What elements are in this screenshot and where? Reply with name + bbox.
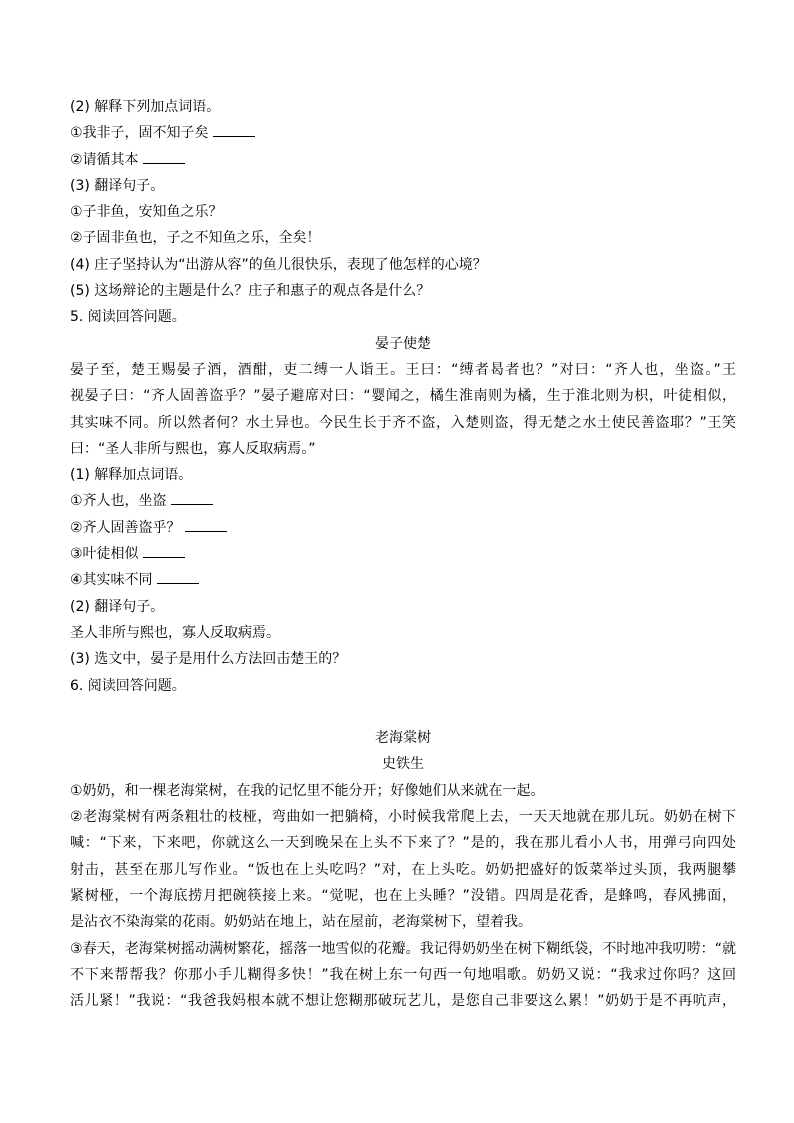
passage-line: 其实味不同。所以然者何？水土异也。今民生长于齐不盗，入楚则盗，得无楚之水土使民善盗耶？”王笑 <box>70 414 736 431</box>
answer-blank[interactable] <box>171 490 213 505</box>
question-item: ②子固非鱼也，子之不知鱼之乐，全矣！ <box>70 230 321 247</box>
document-content <box>70 94 736 1014</box>
passage-line: 是沾衣不染海棠的花雨。奶奶站在地上，站在屋前，老海棠树下，望着我。 <box>70 914 532 931</box>
question-header: (3) 翻译句子。 <box>70 177 165 194</box>
passage-line: ②老海棠树有两条粗壮的枝桠，弯曲如一把躺椅，小时候我常爬上去，一天天地就在那儿玩。奶奶在树下 <box>70 809 736 826</box>
question-item: ③叶徒相似 <box>70 541 736 567</box>
passage-line: 晏子至，楚王赐晏子酒，酒酣，吏二缚一人诣王。王曰：“缚者曷者也？”对曰：“齐人也，坐盗。”王 <box>70 361 736 378</box>
question-item: ①我非子，固不知子矣 <box>70 120 736 146</box>
question-item: ①齐人也，坐盗 <box>70 488 736 514</box>
question-item: ①子非鱼，安知鱼之乐？ <box>70 204 223 221</box>
passage-line: 不下来帮帮我？你那小手儿糊得多快！”我在树上东一句西一句地唱歌。奶奶又说：“我求过你吗？这回 <box>70 966 736 983</box>
answer-blank[interactable] <box>143 543 185 558</box>
passage-line: 喊：“下来，下来吧，你就这么一天到晚呆在上头不下来了？”是的，我在那儿看小人书，用弹弓向四处 <box>70 835 736 852</box>
question-header: (2) 翻译句子。 <box>70 598 165 615</box>
answer-blank[interactable] <box>157 569 199 584</box>
question-header: (1) 解释加点词语。 <box>70 467 193 484</box>
passage-line: 视晏子曰：“齐人固善盗乎？”晏子避席对曰：“婴闻之，橘生淮南则为橘，生于淮北则为枳，叶徒相似， <box>70 388 736 405</box>
passage-line: ③春天，老海棠树摇动满树繁花，摇落一地雪似的花瓣。我记得奶奶坐在树下糊纸袋，不时地冲我叨唠：“就 <box>70 940 736 957</box>
section-header: 6. 阅读回答问题。 <box>70 677 186 694</box>
question-item: 圣人非所与熙也，寡人反取病焉。 <box>70 624 280 641</box>
passage-line: 射击，甚至在那儿写作业。“饭也在上头吃吗？”对，在上头吃。奶奶把盛好的饭菜举过头顶，我两腿攀 <box>70 861 736 878</box>
passage-line: ①奶奶，和一棵老海棠树，在我的记忆里不能分开；好像她们从来就在一起。 <box>70 782 545 799</box>
answer-blank[interactable] <box>213 122 255 137</box>
passage-title: 晏子使楚 <box>375 335 431 352</box>
question-header: (2) 解释下列加点词语。 <box>70 99 221 115</box>
passage-line: 曰：“圣人非所与熙也，寡人反取病焉。” <box>70 440 316 457</box>
question-item: ②请循其本 <box>70 147 736 173</box>
passage-title: 老海棠树 <box>375 730 431 747</box>
question-item: ④其实味不同 <box>70 567 736 593</box>
passage-line: 紧树桠，一个海底捞月把碗筷接上来。“觉呢，也在上头睡？”没错。四周是花香，是蜂鸣，春风拂面， <box>70 887 736 904</box>
answer-blank[interactable] <box>143 149 185 164</box>
question-header: (5) 这场辩论的主题是什么？庄子和惠子的观点各是什么？ <box>70 283 431 300</box>
section-header: 5. 阅读回答问题。 <box>70 309 186 326</box>
question-header: (4) 庄子坚持认为“出游从容”的鱼儿很快乐，表现了他怎样的心境？ <box>70 256 487 273</box>
question-item: ②齐人固善盗乎？ <box>70 515 736 541</box>
answer-blank[interactable] <box>185 517 227 532</box>
passage-line: 活儿紧！”我说：“我爸我妈根本就不想让您糊那破玩艺儿，是您自己非要这么累！”奶奶于是不再吭声， <box>70 993 736 1010</box>
passage-author: 史铁生 <box>382 756 424 773</box>
question-header: (3) 选文中，晏子是用什么方法回击楚王的？ <box>70 651 347 668</box>
